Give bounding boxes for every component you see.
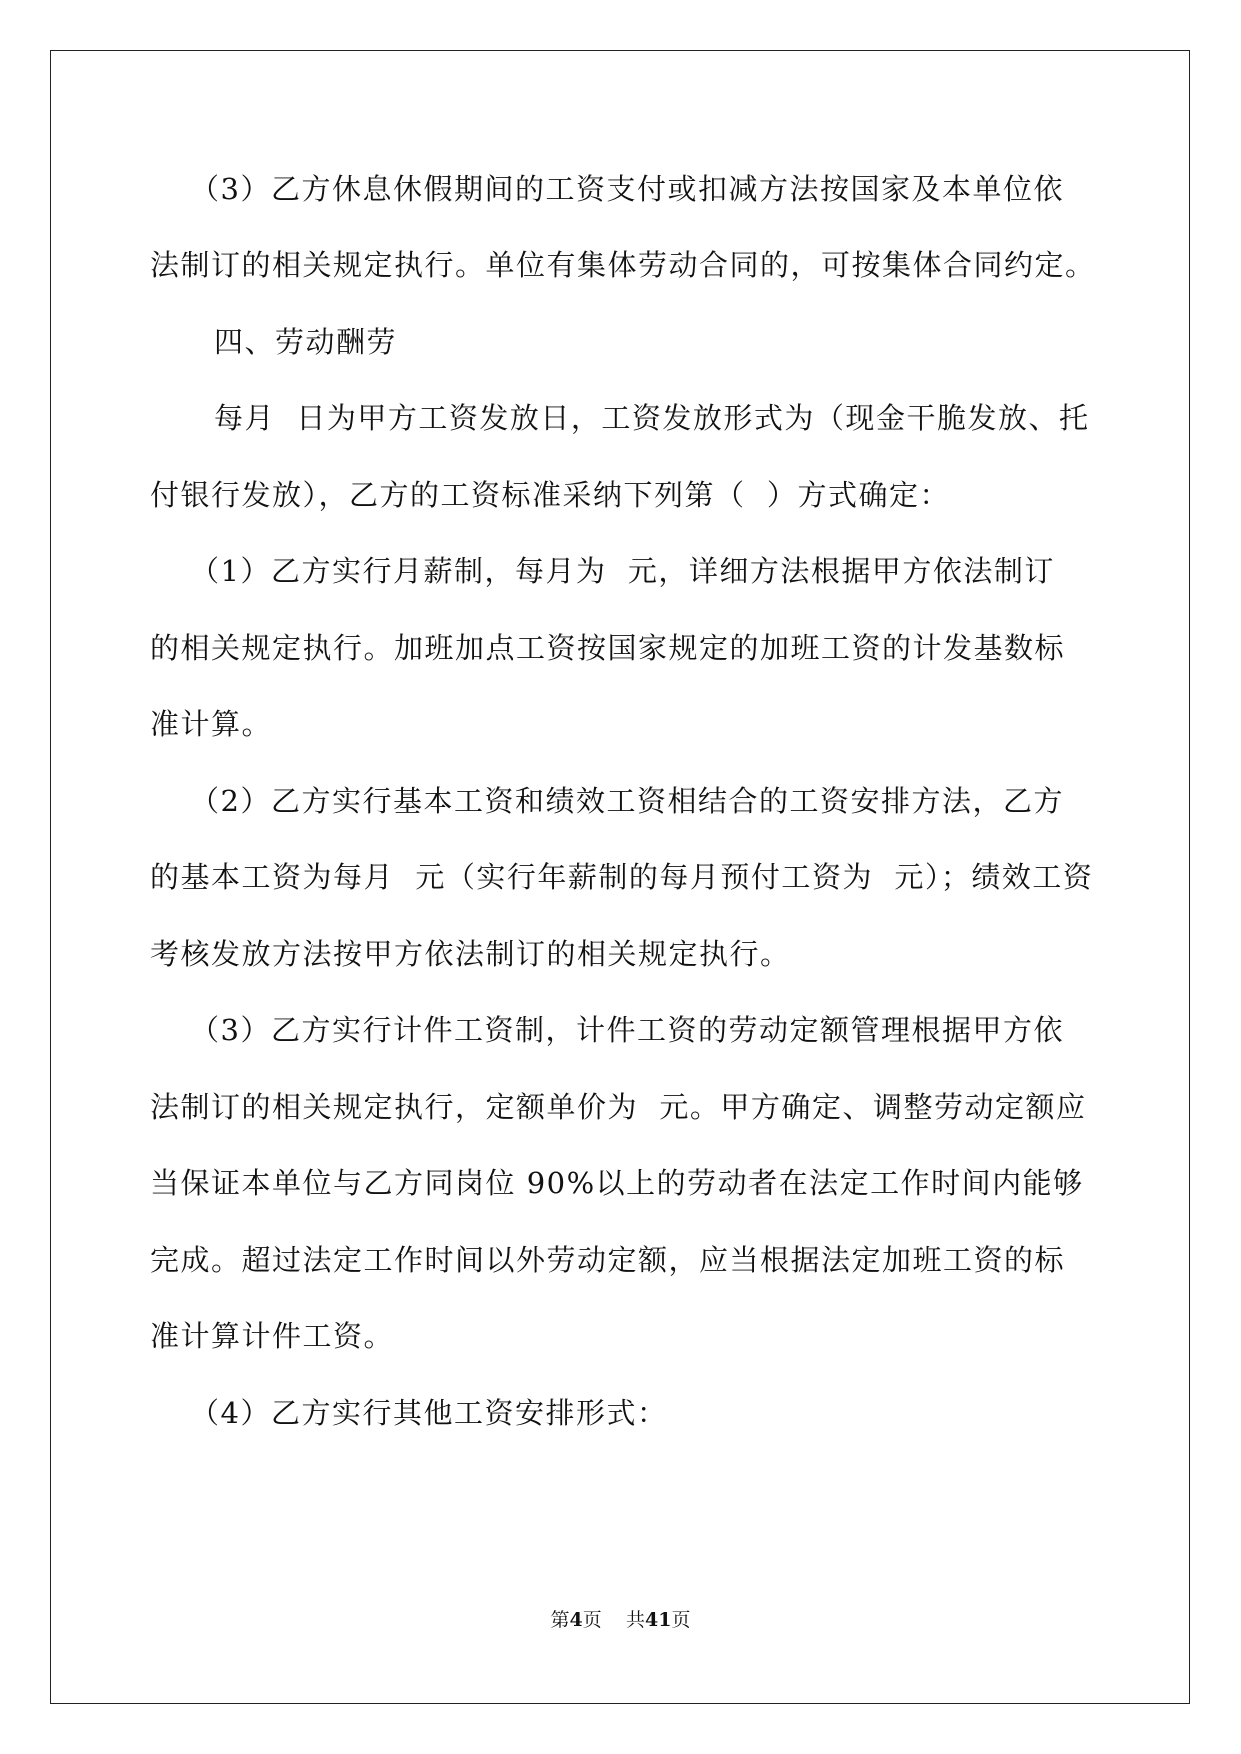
- page-label-suffix: 页: [582, 1609, 602, 1631]
- text-line: 法制订的相关规定执行，定额单价为 元。甲方确定、调整劳动定额应: [150, 1090, 1087, 1124]
- text-line: （1）乙方实行月薪制，每月为 元，详细方法根据甲方依法制订: [190, 554, 1055, 588]
- text-line: 当保证本单位与乙方同岗位 90%以上的劳动者在法定工作时间内能够: [150, 1166, 1084, 1200]
- text-line: 准计算计件工资。: [150, 1319, 395, 1353]
- total-label-suffix: 页: [671, 1609, 691, 1631]
- text-line: 的相关规定执行。加班加点工资按国家规定的加班工资的计发基数标: [150, 631, 1066, 665]
- text-line: 考核发放方法按甲方依法制订的相关规定执行。: [150, 937, 791, 971]
- text-line: 的基本工资为每月 元（实行年薪制的每月预付工资为 元）；绩效工资: [150, 860, 1094, 894]
- text-line: 完成。超过法定工作时间以外劳动定额，应当根据法定加班工资的标: [150, 1243, 1066, 1277]
- text-line: 准计算。: [150, 707, 273, 741]
- text-line: （3）乙方休息休假期间的工资支付或扣减方法按国家及本单位依: [190, 172, 1064, 206]
- text-line: 法制订的相关规定执行。单位有集体劳动合同的，可按集体合同约定。: [150, 248, 1096, 282]
- total-pages: 41: [644, 1609, 672, 1631]
- page-footer: [0, 1608, 1241, 1632]
- text-line: （2）乙方实行基本工资和绩效工资相结合的工资安排方法，乙方: [190, 784, 1064, 818]
- text-line: 每月 日为甲方工资发放日，工资发放形式为（现金干脆发放、托: [214, 401, 1090, 435]
- text-line: （3）乙方实行计件工资制，计件工资的劳动定额管理根据甲方依: [190, 1013, 1064, 1047]
- section-heading: 四、劳动酬劳: [214, 325, 398, 359]
- total-label-prefix: 共: [625, 1609, 645, 1631]
- page-number: 4: [569, 1609, 583, 1631]
- text-line: 付银行发放），乙方的工资标准采纳下列第（ ）方式确定：: [150, 478, 950, 512]
- page-label-prefix: 第: [550, 1609, 570, 1631]
- text-line: （4）乙方实行其他工资安排形式：: [190, 1396, 668, 1430]
